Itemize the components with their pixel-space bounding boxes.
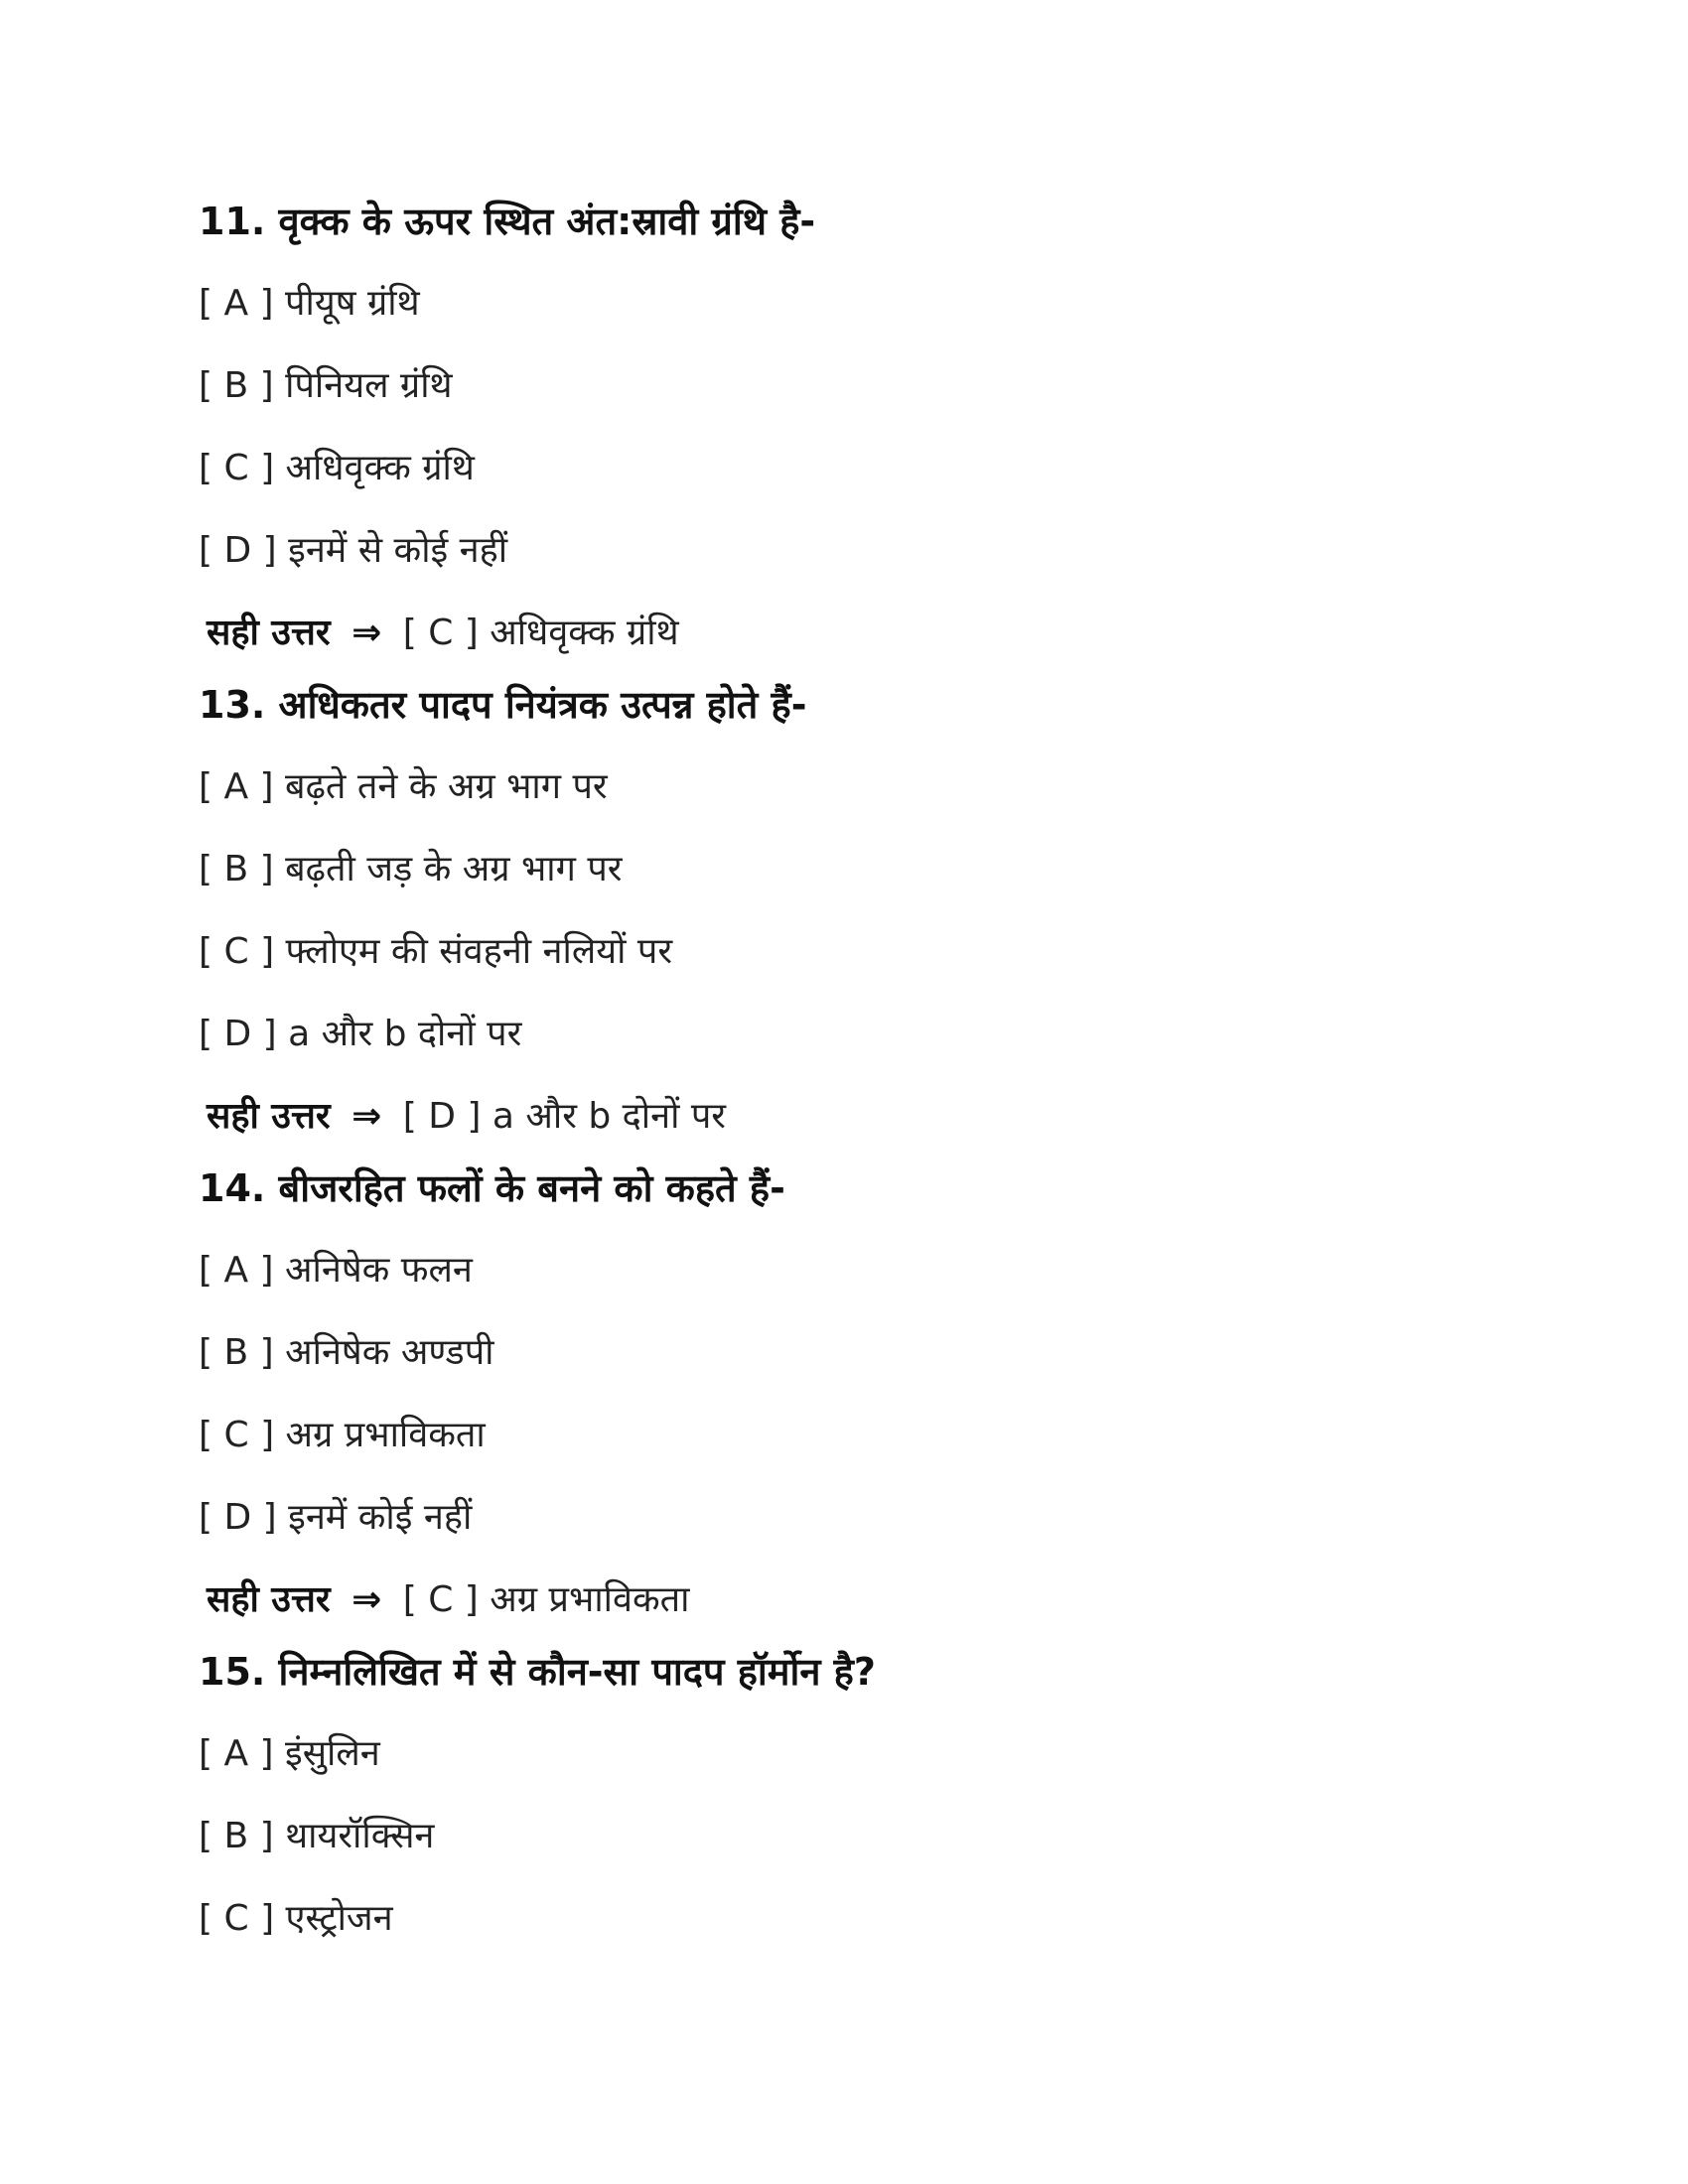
question-11-answer [207,615,679,651]
question-11-option-d: [ D ] इनमें से कोई नहीं [199,530,508,571]
answer-label: सही उत्तर [207,1096,331,1137]
answer-value: [ C ] अग्र प्रभाविकता [402,1579,690,1620]
answer-arrow-icon: ⇒ [352,613,382,653]
answer-arrow-icon: ⇒ [352,1096,382,1137]
question-15-option-c: [ C ] एस्ट्रोजन [199,1898,393,1939]
question-13-text: 13. अधिकतर पादप नियंत्रक उत्पन्न होते हैं- [199,683,807,727]
question-13-answer [207,1096,727,1137]
question-14-option-d: [ D ] इनमें कोई नहीं [199,1497,473,1538]
question-15-option-b: [ B ] थायरॉक्सिन [199,1816,435,1856]
question-13-option-b: [ B ] बढ़ती जड़ के अग्र भाग पर [199,849,623,889]
question-13-option-a: [ A ] बढ़ते तने के अग्र भाग पर [199,766,608,807]
question-15-option-a: [ A ] इंसुलिन [199,1733,380,1774]
question-14-option-b: [ B ] अनिषेक अण्डपी [199,1332,494,1373]
answer-value: [ D ] a और b दोनों पर [402,1096,727,1137]
answer-value: [ C ] अधिवृक्क ग्रंथि [402,613,679,653]
question-13-option-d: [ D ] a और b दोनों पर [199,1014,522,1054]
question-14-text: 14. बीजरहित फलों के बनने को कहते हैं- [199,1166,785,1210]
answer-arrow-icon: ⇒ [352,1579,382,1620]
question-14-option-c: [ C ] अग्र प्रभाविकता [199,1415,486,1455]
question-15-text: 15. निम्नलिखित में से कौन-सा पादप हॉर्मोन है? [199,1650,876,1694]
answer-label: सही उत्तर [207,613,331,653]
question-14-option-a: [ A ] अनिषेक फलन [199,1250,473,1291]
question-14-answer [207,1579,690,1620]
question-11-text: 11. वृक्क के ऊपर स्थित अंत:स्रावी ग्रंथि है- [199,200,816,243]
answer-label: सही उत्तर [207,1579,331,1620]
question-11-option-b: [ B ] पिनियल ग्रंथि [199,365,453,406]
question-11-option-a: [ A ] पीयूष ग्रंथि [199,283,420,324]
question-11-option-c: [ C ] अधिवृक्क ग्रंथि [199,448,475,488]
question-13-option-c: [ C ] फ्लोएम की संवहनी नलियों पर [199,931,673,972]
